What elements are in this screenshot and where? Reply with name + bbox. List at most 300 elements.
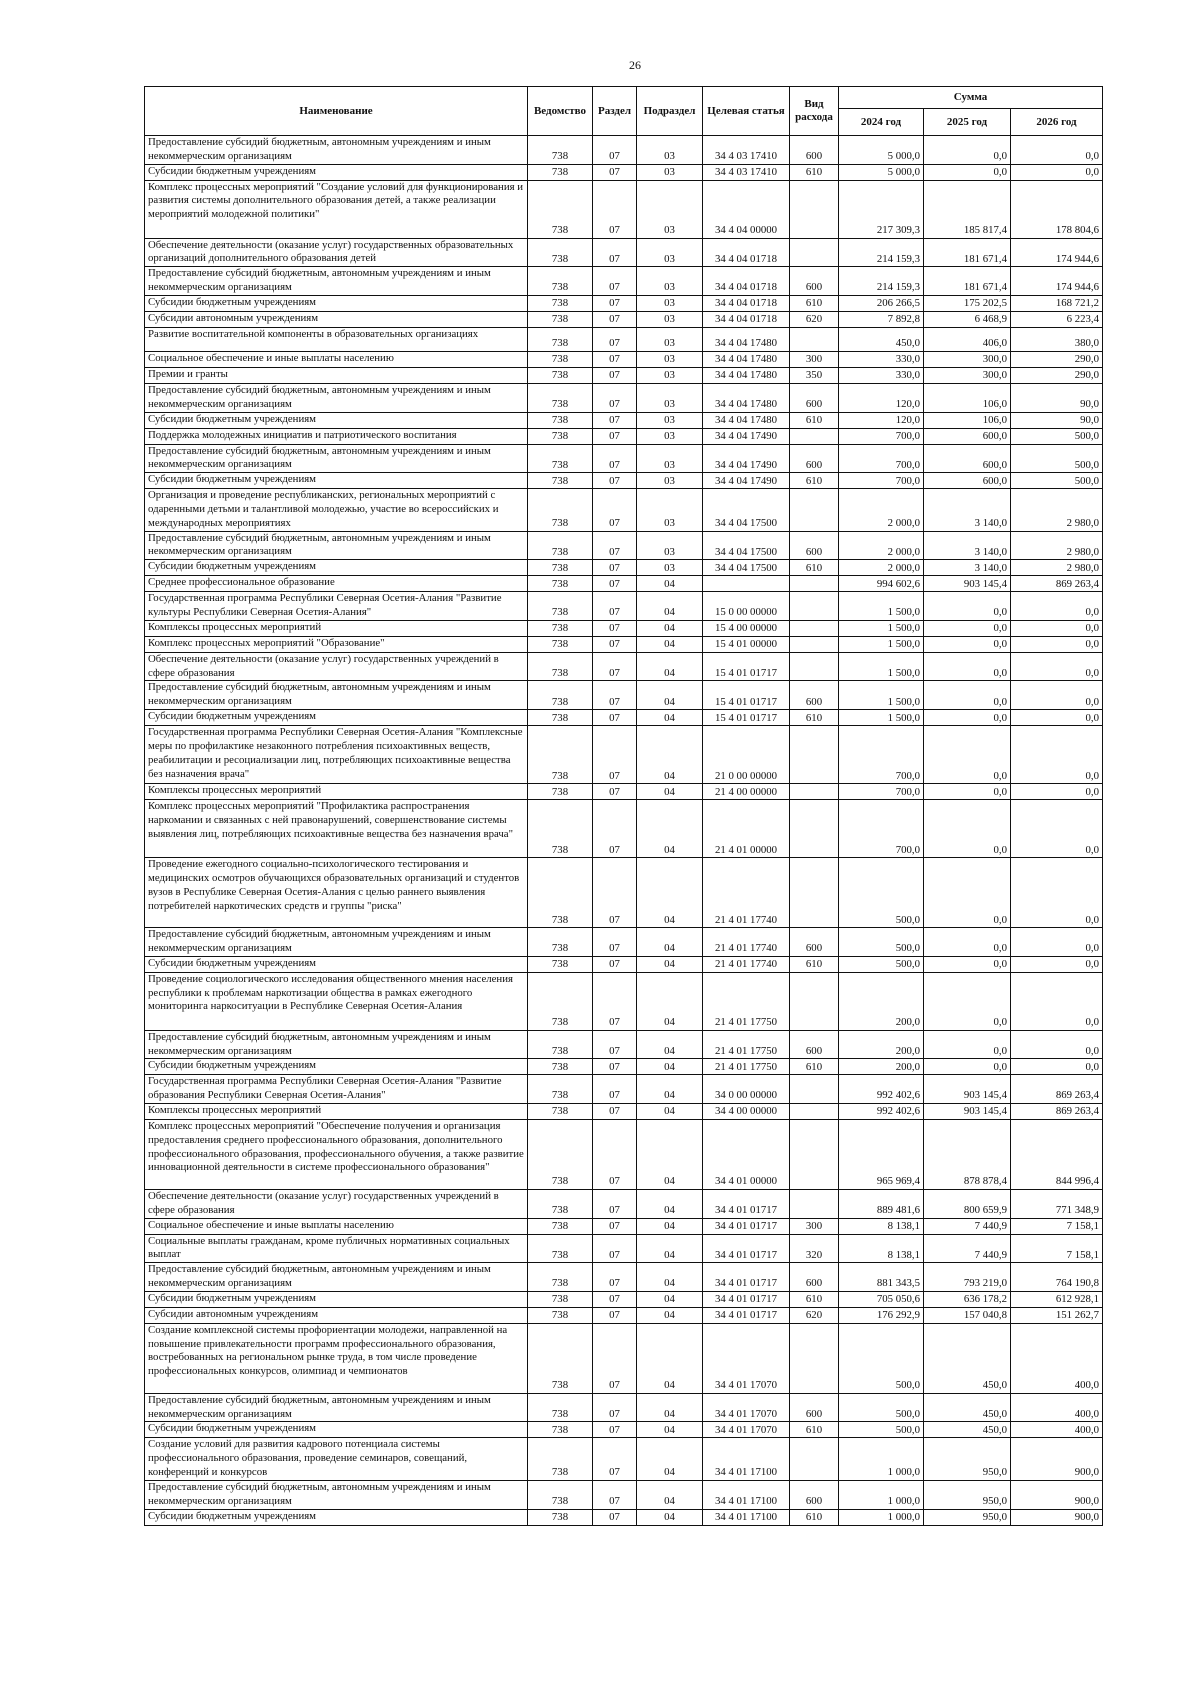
row-target: 34 4 01 01717 [703, 1218, 790, 1234]
row-section: 07 [593, 560, 637, 576]
row-dept: 738 [528, 1291, 593, 1307]
row-target: 21 4 01 17750 [703, 1059, 790, 1075]
row-name: Субсидии бюджетным учреждениям [145, 710, 528, 726]
row-section: 07 [593, 295, 637, 311]
row-sum-2025: 181 671,4 [924, 238, 1011, 267]
row-name: Организация и проведение республиканских, региональных мероприятий с одаренными детьми и талантливой молодежью, участие во всероссийских и международных мероприятиях [145, 489, 528, 531]
row-sum-2026: 0,0 [1011, 592, 1103, 621]
row-dept: 738 [528, 1103, 593, 1119]
row-target: 34 4 01 01717 [703, 1307, 790, 1323]
row-section: 07 [593, 428, 637, 444]
row-name: Субсидии автономным учреждениям [145, 311, 528, 327]
header-target: Целевая статья [703, 87, 790, 136]
row-sum-2024: 1 500,0 [839, 636, 924, 652]
row-sum-2025: 3 140,0 [924, 531, 1011, 560]
row-sum-2024: 7 892,8 [839, 311, 924, 327]
row-sum-2024: 705 050,6 [839, 1291, 924, 1307]
row-sum-2025: 157 040,8 [924, 1307, 1011, 1323]
row-section: 07 [593, 1393, 637, 1422]
row-subsection: 03 [637, 428, 703, 444]
row-name: Комплексы процессных мероприятий [145, 1103, 528, 1119]
row-dept: 738 [528, 1438, 593, 1480]
row-section: 07 [593, 1059, 637, 1075]
row-sum-2026: 0,0 [1011, 1059, 1103, 1075]
row-exp-type [790, 1323, 839, 1393]
row-name: Комплекс процессных мероприятий "Профилактика распространения наркомании и связанных с ней правонарушений, совершенствование системы выявления лиц, потребляющих психоактивные вещества без назначения врача" [145, 800, 528, 858]
row-target: 15 4 00 00000 [703, 620, 790, 636]
row-sum-2026: 500,0 [1011, 428, 1103, 444]
row-dept: 738 [528, 928, 593, 957]
row-name: Обеспечение деятельности (оказание услуг) государственных учреждений в сфере образования [145, 1189, 528, 1218]
row-subsection: 04 [637, 1059, 703, 1075]
row-subsection: 04 [637, 1189, 703, 1218]
row-sum-2025: 0,0 [924, 681, 1011, 710]
row-section: 07 [593, 784, 637, 800]
row-target: 34 4 04 00000 [703, 180, 790, 238]
row-sum-2025: 0,0 [924, 620, 1011, 636]
row-dept: 738 [528, 956, 593, 972]
row-sum-2026: 400,0 [1011, 1422, 1103, 1438]
row-target: 34 4 04 17500 [703, 560, 790, 576]
row-exp-type [790, 652, 839, 681]
table-row [145, 1234, 1103, 1263]
row-dept: 738 [528, 238, 593, 267]
row-exp-type: 610 [790, 1509, 839, 1525]
row-target: 34 4 04 01718 [703, 238, 790, 267]
row-dept: 738 [528, 652, 593, 681]
row-sum-2024: 500,0 [839, 956, 924, 972]
row-exp-type [790, 636, 839, 652]
row-section: 07 [593, 1307, 637, 1323]
row-section: 07 [593, 327, 637, 351]
row-sum-2026: 500,0 [1011, 444, 1103, 473]
row-section: 07 [593, 1263, 637, 1292]
row-subsection: 03 [637, 327, 703, 351]
row-section: 07 [593, 383, 637, 412]
table-row [145, 383, 1103, 412]
row-subsection: 03 [637, 560, 703, 576]
table-row [145, 1438, 1103, 1480]
row-sum-2026: 0,0 [1011, 620, 1103, 636]
row-sum-2026: 2 980,0 [1011, 531, 1103, 560]
row-sum-2024: 1 500,0 [839, 710, 924, 726]
row-subsection: 04 [637, 1291, 703, 1307]
table-row [145, 928, 1103, 957]
row-sum-2025: 800 659,9 [924, 1189, 1011, 1218]
row-section: 07 [593, 710, 637, 726]
table-row [145, 311, 1103, 327]
row-name: Создание комплексной системы профориентации молодежи, направленной на повышение привлекательности программ профессионального образования, востребованных на региональном рынке труда, в том числе проведение профессиональных конкурсов, олимпиад и чемпионатов [145, 1323, 528, 1393]
row-section: 07 [593, 267, 637, 296]
table-row [145, 489, 1103, 531]
row-sum-2024: 700,0 [839, 800, 924, 858]
row-sum-2025: 0,0 [924, 592, 1011, 621]
row-sum-2026: 7 158,1 [1011, 1218, 1103, 1234]
row-subsection: 03 [637, 164, 703, 180]
row-name: Предоставление субсидий бюджетным, автономным учреждениям и иным некоммерческим организациям [145, 267, 528, 296]
row-exp-type [790, 1438, 839, 1480]
row-sum-2026: 0,0 [1011, 784, 1103, 800]
row-name: Развитие воспитательной компоненты в образовательных организациях [145, 327, 528, 351]
row-section: 07 [593, 367, 637, 383]
row-sum-2026: 168 721,2 [1011, 295, 1103, 311]
row-sum-2026: 900,0 [1011, 1509, 1103, 1525]
row-sum-2024: 500,0 [839, 1422, 924, 1438]
table-row [145, 1059, 1103, 1075]
row-name: Поддержка молодежных инициатив и патриотического воспитания [145, 428, 528, 444]
row-sum-2026: 0,0 [1011, 652, 1103, 681]
row-dept: 738 [528, 412, 593, 428]
table-row [145, 444, 1103, 473]
row-section: 07 [593, 636, 637, 652]
row-exp-type: 600 [790, 531, 839, 560]
row-sum-2024: 500,0 [839, 1393, 924, 1422]
row-exp-type: 320 [790, 1234, 839, 1263]
row-sum-2026: 0,0 [1011, 800, 1103, 858]
row-exp-type: 610 [790, 164, 839, 180]
row-dept: 738 [528, 1480, 593, 1509]
table-row [145, 412, 1103, 428]
row-sum-2026: 290,0 [1011, 351, 1103, 367]
table-row [145, 1189, 1103, 1218]
row-sum-2024: 2 000,0 [839, 489, 924, 531]
row-sum-2025: 600,0 [924, 428, 1011, 444]
row-subsection: 04 [637, 1263, 703, 1292]
row-section: 07 [593, 1119, 637, 1189]
row-sum-2026: 2 980,0 [1011, 489, 1103, 531]
row-section: 07 [593, 351, 637, 367]
row-subsection: 04 [637, 681, 703, 710]
row-sum-2026: 400,0 [1011, 1323, 1103, 1393]
row-sum-2025: 0,0 [924, 164, 1011, 180]
row-section: 07 [593, 1103, 637, 1119]
row-name: Субсидии бюджетным учреждениям [145, 1422, 528, 1438]
row-subsection: 03 [637, 531, 703, 560]
row-name: Субсидии бюджетным учреждениям [145, 560, 528, 576]
table-row [145, 1323, 1103, 1393]
row-target: 21 4 00 00000 [703, 784, 790, 800]
row-subsection: 04 [637, 636, 703, 652]
row-sum-2024: 500,0 [839, 858, 924, 928]
header-sum: Сумма [839, 87, 1103, 109]
header-exp-type: Вид расхода [790, 87, 839, 136]
row-exp-type: 610 [790, 473, 839, 489]
row-sum-2025: 878 878,4 [924, 1119, 1011, 1189]
row-section: 07 [593, 1030, 637, 1059]
row-name: Государственная программа Республики Северная Осетия-Алания "Развитие образования Республики Северная Осетия-Алания" [145, 1075, 528, 1104]
row-section: 07 [593, 136, 637, 165]
row-sum-2026: 0,0 [1011, 726, 1103, 784]
row-dept: 738 [528, 367, 593, 383]
row-target: 21 4 01 17740 [703, 956, 790, 972]
row-sum-2025: 0,0 [924, 726, 1011, 784]
table-row [145, 351, 1103, 367]
row-exp-type: 600 [790, 383, 839, 412]
row-name: Субсидии автономным учреждениям [145, 1307, 528, 1323]
row-target: 34 4 00 00000 [703, 1103, 790, 1119]
table-row [145, 473, 1103, 489]
row-subsection: 04 [637, 1422, 703, 1438]
row-subsection: 03 [637, 367, 703, 383]
row-sum-2025: 0,0 [924, 710, 1011, 726]
row-dept: 738 [528, 1393, 593, 1422]
row-subsection: 04 [637, 1323, 703, 1393]
row-sum-2026: 0,0 [1011, 1030, 1103, 1059]
row-name: Предоставление субсидий бюджетным, автономным учреждениям и иным некоммерческим организациям [145, 1263, 528, 1292]
row-name: Субсидии бюджетным учреждениям [145, 164, 528, 180]
row-sum-2024: 5 000,0 [839, 136, 924, 165]
row-subsection: 04 [637, 652, 703, 681]
row-sum-2025: 0,0 [924, 1059, 1011, 1075]
row-subsection: 04 [637, 1119, 703, 1189]
row-dept: 738 [528, 1307, 593, 1323]
row-name: Государственная программа Республики Северная Осетия-Алания "Комплексные меры по профилактике незаконного потребления психоактивных веществ, реабилитации и ресоциализации лиц, потребляющих психоактивные вещества без назначения врача" [145, 726, 528, 784]
row-dept: 738 [528, 444, 593, 473]
row-sum-2024: 8 138,1 [839, 1218, 924, 1234]
row-target: 21 4 01 00000 [703, 800, 790, 858]
row-target: 34 4 01 01717 [703, 1291, 790, 1307]
row-sum-2026: 174 944,6 [1011, 238, 1103, 267]
header-row [145, 87, 1103, 109]
row-name: Субсидии бюджетным учреждениям [145, 1291, 528, 1307]
row-name: Государственная программа Республики Северная Осетия-Алания "Развитие культуры Республики Северная Осетия-Алания" [145, 592, 528, 621]
row-subsection: 04 [637, 1075, 703, 1104]
table-row [145, 726, 1103, 784]
row-name: Обеспечение деятельности (оказание услуг) государственных учреждений в сфере образования [145, 652, 528, 681]
row-sum-2025: 903 145,4 [924, 1075, 1011, 1104]
row-sum-2026: 6 223,4 [1011, 311, 1103, 327]
row-target: 34 4 04 17500 [703, 531, 790, 560]
row-name: Социальное обеспечение и иные выплаты населению [145, 1218, 528, 1234]
row-sum-2025: 600,0 [924, 473, 1011, 489]
row-subsection: 04 [637, 592, 703, 621]
row-sum-2026: 0,0 [1011, 956, 1103, 972]
row-target: 21 4 01 17740 [703, 858, 790, 928]
row-target: 34 4 03 17410 [703, 136, 790, 165]
row-subsection: 04 [637, 710, 703, 726]
row-section: 07 [593, 592, 637, 621]
row-section: 07 [593, 1218, 637, 1234]
row-sum-2025: 185 817,4 [924, 180, 1011, 238]
budget-table [144, 86, 1103, 1526]
row-subsection: 04 [637, 726, 703, 784]
row-dept: 738 [528, 1059, 593, 1075]
row-subsection: 03 [637, 136, 703, 165]
row-name: Субсидии бюджетным учреждениям [145, 412, 528, 428]
row-exp-type: 610 [790, 295, 839, 311]
table-row [145, 136, 1103, 165]
table-row [145, 164, 1103, 180]
row-name: Предоставление субсидий бюджетным, автономным учреждениям и иным некоммерческим организациям [145, 928, 528, 957]
row-sum-2026: 900,0 [1011, 1480, 1103, 1509]
row-target: 15 4 01 01717 [703, 681, 790, 710]
row-sum-2024: 2 000,0 [839, 560, 924, 576]
row-sum-2024: 120,0 [839, 412, 924, 428]
row-sum-2025: 0,0 [924, 652, 1011, 681]
table-row [145, 238, 1103, 267]
row-sum-2025: 7 440,9 [924, 1234, 1011, 1263]
row-dept: 738 [528, 1189, 593, 1218]
row-target: 34 4 04 17480 [703, 327, 790, 351]
row-section: 07 [593, 489, 637, 531]
row-sum-2025: 3 140,0 [924, 489, 1011, 531]
row-dept: 738 [528, 428, 593, 444]
row-target: 15 4 01 01717 [703, 652, 790, 681]
row-sum-2025: 0,0 [924, 784, 1011, 800]
row-section: 07 [593, 1422, 637, 1438]
row-target: 34 4 01 17070 [703, 1323, 790, 1393]
row-target: 34 4 01 17100 [703, 1480, 790, 1509]
row-sum-2024: 700,0 [839, 726, 924, 784]
header-2026: 2026 год [1011, 109, 1103, 136]
table-row [145, 972, 1103, 1030]
row-name: Комплексы процессных мероприятий [145, 784, 528, 800]
table-row [145, 652, 1103, 681]
row-sum-2025: 0,0 [924, 928, 1011, 957]
row-sum-2025: 450,0 [924, 1323, 1011, 1393]
row-subsection: 04 [637, 1438, 703, 1480]
row-section: 07 [593, 1323, 637, 1393]
row-exp-type [790, 1189, 839, 1218]
row-sum-2026: 400,0 [1011, 1393, 1103, 1422]
row-target: 21 4 01 17750 [703, 972, 790, 1030]
row-section: 07 [593, 956, 637, 972]
table-body [145, 136, 1103, 1526]
row-target: 34 4 04 17490 [703, 473, 790, 489]
row-exp-type: 610 [790, 1291, 839, 1307]
row-exp-type [790, 327, 839, 351]
row-exp-type: 610 [790, 956, 839, 972]
row-sum-2024: 217 309,3 [839, 180, 924, 238]
row-dept: 738 [528, 327, 593, 351]
header-subsection: Подраздел [637, 87, 703, 136]
row-exp-type [790, 180, 839, 238]
row-section: 07 [593, 531, 637, 560]
row-sum-2025: 950,0 [924, 1438, 1011, 1480]
row-sum-2026: 178 804,6 [1011, 180, 1103, 238]
row-name: Среднее профессиональное образование [145, 576, 528, 592]
row-subsection: 03 [637, 295, 703, 311]
row-exp-type [790, 784, 839, 800]
row-name: Комплекс процессных мероприятий "Создание условий для функционирования и развития системы дополнительного образования детей, а также реализации мероприятий молодежной политики" [145, 180, 528, 238]
table-row [145, 428, 1103, 444]
row-sum-2026: 0,0 [1011, 681, 1103, 710]
row-sum-2025: 950,0 [924, 1509, 1011, 1525]
page-number: 26 [629, 58, 641, 72]
row-exp-type: 610 [790, 710, 839, 726]
row-section: 07 [593, 800, 637, 858]
row-name: Предоставление субсидий бюджетным, автономным учреждениям и иным некоммерческим организациям [145, 1030, 528, 1059]
row-sum-2024: 1 500,0 [839, 620, 924, 636]
row-subsection: 03 [637, 444, 703, 473]
row-target: 34 0 00 00000 [703, 1075, 790, 1104]
row-subsection: 03 [637, 351, 703, 367]
row-exp-type: 620 [790, 1307, 839, 1323]
row-subsection: 04 [637, 1509, 703, 1525]
row-target: 34 4 01 17100 [703, 1438, 790, 1480]
row-exp-type: 620 [790, 311, 839, 327]
table-row [145, 531, 1103, 560]
row-target: 34 4 04 17480 [703, 412, 790, 428]
row-exp-type: 300 [790, 1218, 839, 1234]
table-row [145, 710, 1103, 726]
row-sum-2024: 881 343,5 [839, 1263, 924, 1292]
row-exp-type [790, 489, 839, 531]
row-section: 07 [593, 928, 637, 957]
row-dept: 738 [528, 1119, 593, 1189]
table-row [145, 327, 1103, 351]
row-exp-type: 600 [790, 267, 839, 296]
row-section: 07 [593, 180, 637, 238]
row-sum-2024: 1 500,0 [839, 681, 924, 710]
row-sum-2025: 0,0 [924, 636, 1011, 652]
row-sum-2024: 965 969,4 [839, 1119, 924, 1189]
row-sum-2025: 903 145,4 [924, 1103, 1011, 1119]
row-sum-2024: 700,0 [839, 444, 924, 473]
row-sum-2024: 120,0 [839, 383, 924, 412]
row-target: 34 4 01 01717 [703, 1234, 790, 1263]
row-dept: 738 [528, 1234, 593, 1263]
row-target: 15 4 01 00000 [703, 636, 790, 652]
row-target: 34 4 01 17100 [703, 1509, 790, 1525]
row-section: 07 [593, 681, 637, 710]
row-sum-2026: 0,0 [1011, 164, 1103, 180]
row-dept: 738 [528, 726, 593, 784]
row-sum-2024: 450,0 [839, 327, 924, 351]
row-name: Предоставление субсидий бюджетным, автономным учреждениям и иным некоммерческим организациям [145, 1393, 528, 1422]
row-section: 07 [593, 858, 637, 928]
row-sum-2024: 992 402,6 [839, 1075, 924, 1104]
row-subsection: 04 [637, 800, 703, 858]
row-sum-2024: 176 292,9 [839, 1307, 924, 1323]
row-sum-2025: 300,0 [924, 367, 1011, 383]
table-row [145, 1103, 1103, 1119]
row-dept: 738 [528, 681, 593, 710]
row-sum-2025: 903 145,4 [924, 576, 1011, 592]
row-target: 21 0 00 00000 [703, 726, 790, 784]
row-target: 34 4 04 17480 [703, 367, 790, 383]
row-section: 07 [593, 1480, 637, 1509]
row-exp-type: 600 [790, 1263, 839, 1292]
row-exp-type: 600 [790, 928, 839, 957]
table-row [145, 956, 1103, 972]
row-target: 15 4 01 01717 [703, 710, 790, 726]
row-dept: 738 [528, 267, 593, 296]
row-target: 34 4 01 17070 [703, 1422, 790, 1438]
row-dept: 738 [528, 710, 593, 726]
row-subsection: 04 [637, 1307, 703, 1323]
table-row [145, 636, 1103, 652]
table-row [145, 592, 1103, 621]
row-subsection: 04 [637, 1234, 703, 1263]
row-target: 34 4 04 17480 [703, 383, 790, 412]
row-name: Проведение ежегодного социально-психологического тестирования и медицинских осмотров обучающихся образовательных организаций и студентов вузов в Республике Северная Осетия-Алания с целью раннего выявления потребителей наркотических средств и группы "риска" [145, 858, 528, 928]
row-sum-2026: 174 944,6 [1011, 267, 1103, 296]
row-section: 07 [593, 1509, 637, 1525]
row-sum-2025: 7 440,9 [924, 1218, 1011, 1234]
row-exp-type [790, 428, 839, 444]
row-subsection: 04 [637, 1103, 703, 1119]
row-sum-2024: 214 159,3 [839, 238, 924, 267]
row-sum-2026: 2 980,0 [1011, 560, 1103, 576]
row-subsection: 04 [637, 620, 703, 636]
row-sum-2024: 206 266,5 [839, 295, 924, 311]
row-sum-2025: 600,0 [924, 444, 1011, 473]
row-dept: 738 [528, 1509, 593, 1525]
row-target [703, 576, 790, 592]
row-name: Обеспечение деятельности (оказание услуг) государственных образовательных организаций дополнительного образования детей [145, 238, 528, 267]
row-exp-type [790, 858, 839, 928]
